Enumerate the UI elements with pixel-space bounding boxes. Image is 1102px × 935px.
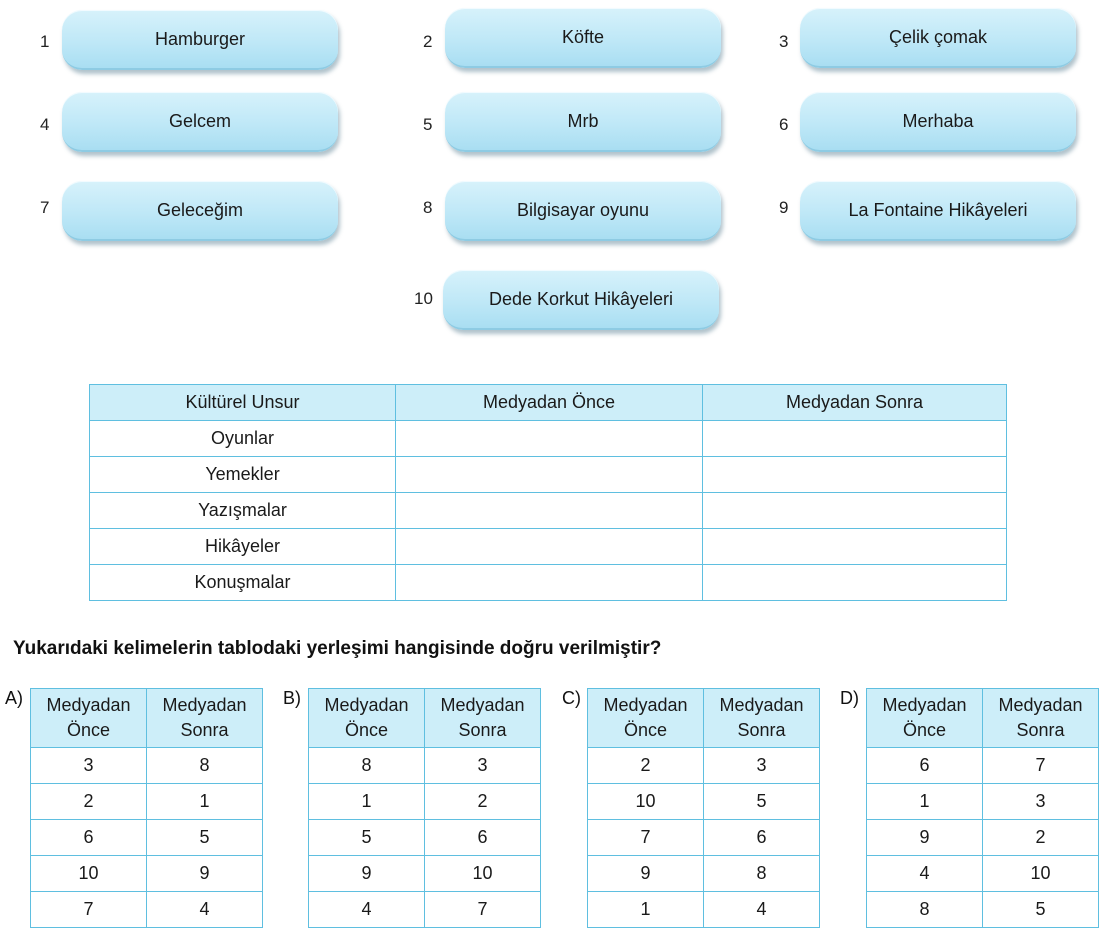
empty-cell xyxy=(396,457,703,493)
table-header-row xyxy=(90,385,1007,421)
cell: 8 xyxy=(147,748,263,784)
table-row xyxy=(90,493,1007,529)
cell: 7 xyxy=(983,748,1099,784)
item-number: 6 xyxy=(779,115,789,134)
option-letter: C) xyxy=(562,688,581,708)
table-row xyxy=(309,748,541,784)
column-header: Medyadan Sonra xyxy=(703,385,1007,421)
table-row xyxy=(309,892,541,928)
cell: 7 xyxy=(31,892,147,928)
cell: 3 xyxy=(704,748,820,784)
table-row xyxy=(588,784,820,820)
item-number: 8 xyxy=(423,198,433,217)
column-header: Medyadan Önce xyxy=(867,689,983,748)
item-number: 1 xyxy=(40,32,50,51)
word-card xyxy=(800,8,1076,68)
cell: 5 xyxy=(147,820,263,856)
option-letter: A) xyxy=(5,688,23,708)
column-header: Kültürel Unsur xyxy=(90,385,396,421)
table-row xyxy=(31,856,263,892)
word-card xyxy=(800,181,1076,241)
cell: 10 xyxy=(425,856,541,892)
item-number: 9 xyxy=(779,198,789,217)
word-card-label: Çelik çomak xyxy=(888,26,988,47)
word-card xyxy=(443,270,719,330)
table-row xyxy=(588,892,820,928)
cell: 9 xyxy=(147,856,263,892)
empty-cell xyxy=(396,565,703,601)
word-card-label: Mrb xyxy=(567,110,599,131)
word-card xyxy=(62,10,338,70)
item-number: 3 xyxy=(779,32,789,51)
row-label: Konuşmalar xyxy=(90,565,396,601)
table-row xyxy=(31,748,263,784)
cell: 2 xyxy=(588,748,704,784)
table-row xyxy=(309,784,541,820)
cell: 8 xyxy=(704,856,820,892)
table-row xyxy=(867,820,1099,856)
empty-cell xyxy=(396,421,703,457)
cell: 2 xyxy=(425,784,541,820)
table-row xyxy=(31,892,263,928)
row-label: Hikâyeler xyxy=(90,529,396,565)
cell: 9 xyxy=(588,856,704,892)
cell: 6 xyxy=(867,748,983,784)
cell: 10 xyxy=(983,856,1099,892)
row-label: Yemekler xyxy=(90,457,396,493)
word-card xyxy=(62,92,338,152)
table-row xyxy=(90,457,1007,493)
table-row xyxy=(867,856,1099,892)
column-header: Medyadan Sonra xyxy=(425,689,541,748)
cell: 7 xyxy=(588,820,704,856)
empty-cell xyxy=(396,529,703,565)
cell: 6 xyxy=(425,820,541,856)
item-number: 2 xyxy=(423,32,433,51)
cell: 4 xyxy=(867,856,983,892)
column-header: Medyadan Önce xyxy=(588,689,704,748)
column-header: Medyadan Sonra xyxy=(147,689,263,748)
cell: 3 xyxy=(983,784,1099,820)
word-card xyxy=(62,181,338,241)
column-header: Medyadan Önce xyxy=(396,385,703,421)
option-a-table[interactable] xyxy=(30,688,263,928)
cell: 10 xyxy=(588,784,704,820)
option-letter: D) xyxy=(840,688,859,708)
word-card-label: Geleceğim xyxy=(156,199,244,220)
item-number: 4 xyxy=(40,115,50,134)
cell: 3 xyxy=(425,748,541,784)
item-number: 5 xyxy=(423,115,433,134)
table-row xyxy=(31,784,263,820)
option-d-table[interactable] xyxy=(866,688,1099,928)
empty-cell xyxy=(703,457,1007,493)
culture-table xyxy=(89,384,1007,601)
cell: 1 xyxy=(867,784,983,820)
cell: 10 xyxy=(31,856,147,892)
cell: 4 xyxy=(309,892,425,928)
cell: 8 xyxy=(309,748,425,784)
column-header: Medyadan Önce xyxy=(31,689,147,748)
question-text: Yukarıdaki kelimelerin tablodaki yerleşimi hangisinde doğru verilmiştir? xyxy=(13,638,662,659)
word-card-label: Dede Korkut Hikâyeleri xyxy=(488,288,674,309)
cell: 2 xyxy=(31,784,147,820)
cell: 9 xyxy=(867,820,983,856)
word-card-label: La Fontaine Hikâyeleri xyxy=(848,199,1028,220)
row-label: Oyunlar xyxy=(90,421,396,457)
item-number: 10 xyxy=(414,289,433,308)
word-card xyxy=(445,181,721,241)
cell: 1 xyxy=(309,784,425,820)
table-row xyxy=(867,784,1099,820)
row-label: Yazışmalar xyxy=(90,493,396,529)
cell: 1 xyxy=(588,892,704,928)
cell: 4 xyxy=(147,892,263,928)
table-row xyxy=(588,748,820,784)
cell: 9 xyxy=(309,856,425,892)
item-number: 7 xyxy=(40,198,50,217)
column-header: Medyadan Önce xyxy=(309,689,425,748)
cell: 6 xyxy=(31,820,147,856)
cell: 7 xyxy=(425,892,541,928)
word-card-label: Hamburger xyxy=(154,28,246,49)
cell: 4 xyxy=(704,892,820,928)
table-row xyxy=(867,748,1099,784)
table-row xyxy=(867,892,1099,928)
table-row xyxy=(309,820,541,856)
word-card-label: Merhaba xyxy=(902,110,974,131)
table-row xyxy=(90,421,1007,457)
option-letter: B) xyxy=(283,688,301,708)
table-row xyxy=(31,820,263,856)
cell: 2 xyxy=(983,820,1099,856)
word-card-label: Köfte xyxy=(561,26,605,47)
word-card xyxy=(445,92,721,152)
table-row xyxy=(90,529,1007,565)
option-c-table[interactable] xyxy=(587,688,820,928)
column-header: Medyadan Sonra xyxy=(983,689,1099,748)
table-row xyxy=(588,820,820,856)
table-row xyxy=(309,856,541,892)
word-card xyxy=(445,8,721,68)
cell: 1 xyxy=(147,784,263,820)
empty-cell xyxy=(703,565,1007,601)
cell: 6 xyxy=(704,820,820,856)
word-card xyxy=(800,92,1076,152)
table-row xyxy=(588,856,820,892)
cell: 5 xyxy=(704,784,820,820)
empty-cell xyxy=(703,493,1007,529)
cell: 3 xyxy=(31,748,147,784)
empty-cell xyxy=(703,529,1007,565)
word-card-label: Bilgisayar oyunu xyxy=(516,199,650,220)
empty-cell xyxy=(396,493,703,529)
option-b-table[interactable] xyxy=(308,688,541,928)
column-header: Medyadan Sonra xyxy=(704,689,820,748)
cell: 8 xyxy=(867,892,983,928)
cell: 5 xyxy=(983,892,1099,928)
cell: 5 xyxy=(309,820,425,856)
word-card-label: Gelcem xyxy=(168,110,231,131)
empty-cell xyxy=(703,421,1007,457)
table-row xyxy=(90,565,1007,601)
